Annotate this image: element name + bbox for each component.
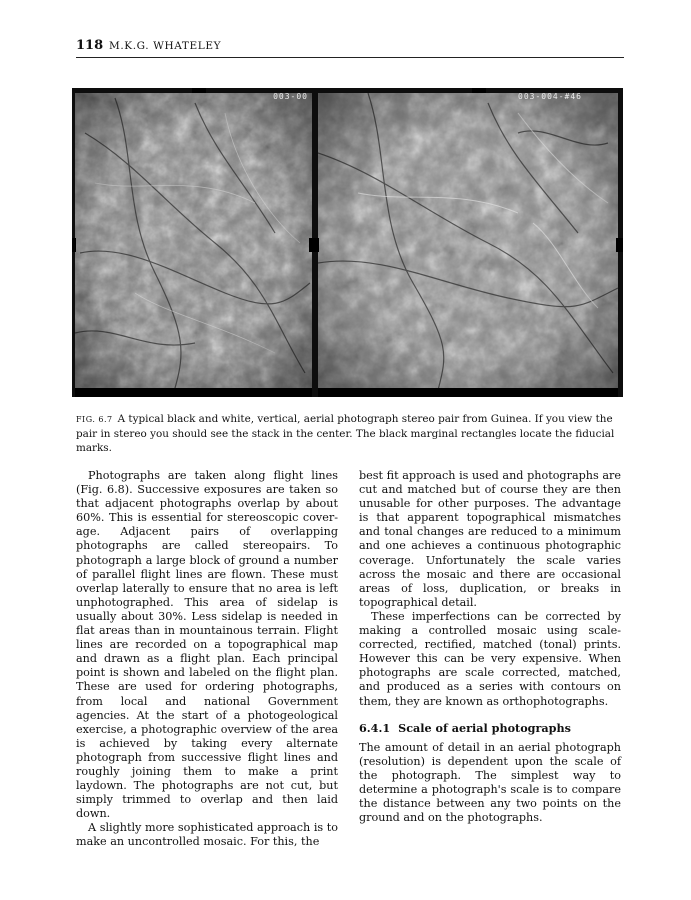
fiducial-mark-top-left xyxy=(192,88,206,93)
aerial-photo-stereo-pair xyxy=(72,88,623,397)
running-head-author: M.K.G. WHATELEY xyxy=(109,40,222,52)
section-number: 6.4.1 xyxy=(359,720,391,735)
body-paragraph: Photographs are taken along flight lines (Fig. 6.8). Successive exposures are taken so that adjacent photographs overlap by about 60%. This is essential for stereoscopic coverage. Adjacent pairs of overlapping photographs are called stereopairs. To photograph a large block of ground a number of parallel flight lines are flown. These must overlap laterally to ensure that no area is left unphotographed. This area of sidelap is usually about 30%. Less sidelap is needed in flat areas than in mountainous terrain. Flight lines are recorded on a topographical map and drawn as a flight plan. Each principal point is shown and labeled on the flight plan. These are used for ordering photographs, from local and national Government agencies. At the start of a photogeological exercise, a photographic overview of the area is achieved by taking every alternate photograph from successive flight lines and roughly joining them to make a print laydown. The photographs are not cut, but simply trimmed to overlap and then laid down. xyxy=(76,469,338,821)
header-rule xyxy=(76,57,624,58)
aerial-photo-right xyxy=(318,93,618,390)
right-photo-code: 003-004-#46 xyxy=(518,93,582,101)
figure-label: FIG. 6.7 xyxy=(76,415,113,424)
aerial-photo-left xyxy=(75,93,312,390)
section-title: Scale of aerial photographs xyxy=(398,720,571,735)
page-number: 118 xyxy=(76,38,104,53)
left-photo-code: 003-00 xyxy=(273,93,308,101)
left-text-column xyxy=(76,469,338,850)
caption-text: A typical black and white, vertical, aerial photograph stereo pair from Guinea. If you view the pair in stereo you should see the stack in the center. The black marginal rectangles locate the fiducial marks. xyxy=(76,413,615,454)
fiducial-mark-right xyxy=(616,238,623,252)
fiducial-mark-top-right xyxy=(472,88,486,93)
aerial-photo-left-image xyxy=(75,93,312,390)
right-text-column xyxy=(359,469,621,825)
fiducial-mark-left xyxy=(72,238,76,252)
body-paragraph: A slightly more sophisticated approach is to make an uncontrolled mosaic. For this, the xyxy=(76,821,338,849)
fiducial-mark-center xyxy=(309,238,319,252)
section-heading xyxy=(359,721,621,735)
figure-caption xyxy=(76,412,624,455)
photo-margin-strip-right xyxy=(318,388,618,397)
aerial-photo-right-image xyxy=(318,93,618,390)
photo-margin-strip-left xyxy=(75,388,312,397)
body-paragraph: best fit approach is used and photographs are cut and matched but of course they are then unusable for other purposes. The advantage is that apparent topographical mismatches and tonal changes are reduced to a minimum and one achieves a continuous photographic coverage. Unfortunately the scale varies across the mosaic and there are occasional areas of loss, duplication, or breaks in topographical detail. xyxy=(359,469,621,609)
body-paragraph: The amount of detail in an aerial photograph (resolution) is dependent upon the scale of the photograph. The simplest way to determine a photograph's scale is to compare the distance between any two points on the ground and on the photographs. xyxy=(359,740,621,825)
running-header xyxy=(76,38,624,58)
body-paragraph: These imperfections can be corrected by making a controlled mosaic using scale-corrected, rectified, matched (tonal) prints. However this can be very expensive. When photographs are scale corrected, matched, and produced as a series with contours on them, they are known as orthophotographs. xyxy=(359,609,621,708)
